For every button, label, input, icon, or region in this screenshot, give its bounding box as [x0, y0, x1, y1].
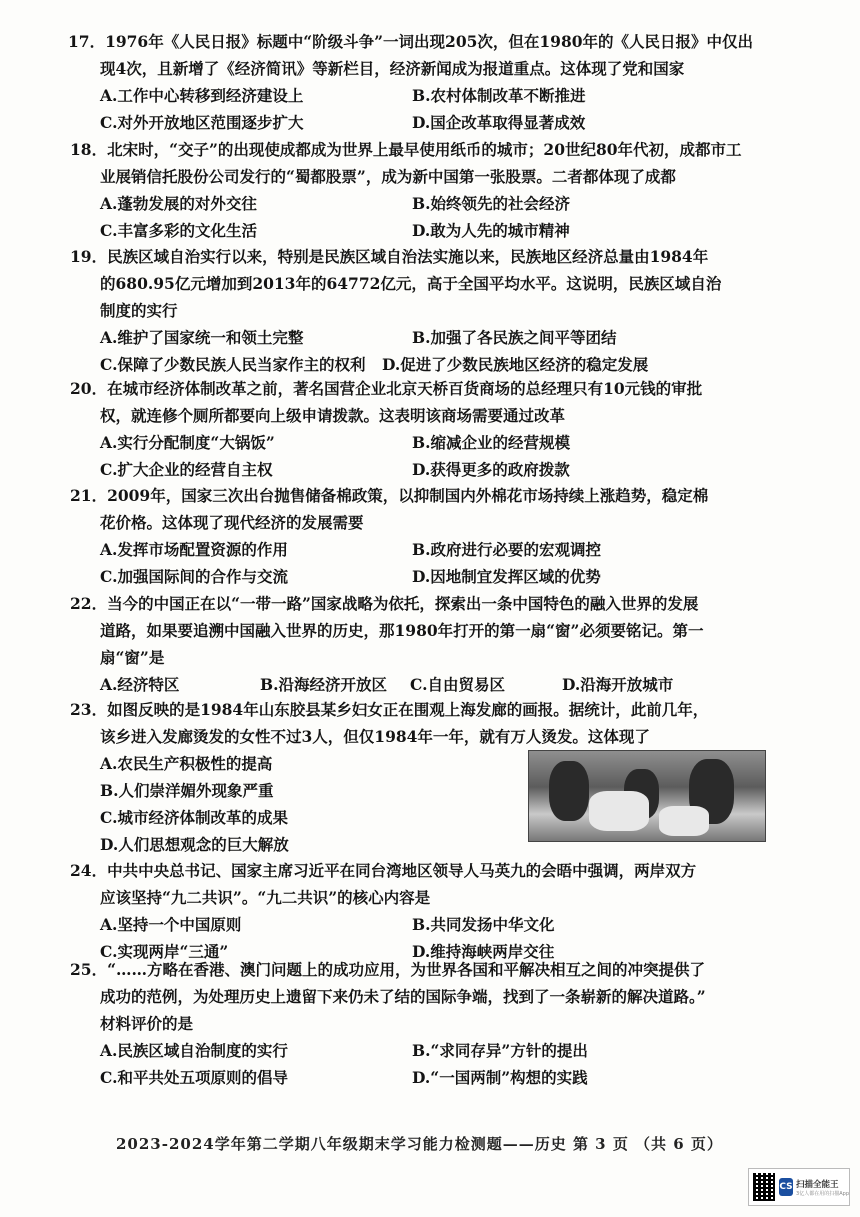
option-d[interactable]: D.人们思想观念的巨大解放	[100, 835, 289, 854]
option-a[interactable]: A.坚持一个中国原则	[100, 915, 242, 934]
question-text-line: 24．中共中央总书记、国家主席习近平在同台湾地区领导人马英九的会晤中强调，两岸双方	[70, 861, 697, 880]
options	[70, 536, 770, 590]
option-d[interactable]: D.促进了少数民族地区经济的稳定发展	[382, 355, 649, 374]
page-footer: 2023-2024学年第二学期八年级期末学习能力检测题——历史 第 3 页 （共 6 页）	[116, 1135, 723, 1153]
option-c[interactable]: C.和平共处五项原则的倡导	[100, 1068, 288, 1087]
option-d[interactable]: D.敢为人先的城市精神	[412, 221, 570, 240]
option-b[interactable]: B.沿海经济开放区	[260, 675, 387, 694]
options	[70, 1037, 770, 1091]
options	[70, 324, 770, 378]
option-b[interactable]: B.共同发扬中华文化	[412, 915, 555, 934]
question-text-line: 材料评价的是	[100, 1014, 194, 1033]
option-a[interactable]: A.民族区域自治制度的实行	[100, 1041, 288, 1060]
qr-code-icon	[753, 1173, 775, 1201]
question-text-line: 17．1976年《人民日报》标题中“阶级斗争”一词出现205次，但在1980年的《人民日报》中仅出	[68, 32, 754, 51]
hair-salon-magazine-photo	[528, 750, 766, 842]
option-b[interactable]: B.始终领先的社会经济	[412, 194, 570, 213]
question-text-line: 23．如图反映的是1984年山东胶县某乡妇女正在围观上海发廊的画报。据统计，此前几年，	[70, 700, 709, 719]
option-b[interactable]: B.政府进行必要的宏观调控	[412, 540, 601, 559]
question-18	[70, 136, 770, 244]
option-c[interactable]: C.对外开放地区范围逐步扩大	[100, 113, 304, 132]
scanner-watermark	[748, 1168, 850, 1206]
question-text-line: 该乡进入发廊烫发的女性不过3人，但仅1984年一年，就有万人烫发。这体现了	[100, 727, 650, 746]
option-d[interactable]: D.获得更多的政府拨款	[412, 460, 570, 479]
option-d[interactable]: D.“一国两制”构想的实践	[412, 1068, 588, 1087]
option-b[interactable]: B.农村体制改革不断推进	[412, 86, 586, 105]
option-c[interactable]: C.保障了少数民族人民当家作主的权利	[100, 355, 366, 374]
option-a[interactable]: A.经济特区	[100, 675, 180, 694]
question-text-line: 权，就连修个厕所都要向上级申请拨款。这表明该商场需要通过改革	[100, 406, 566, 425]
options	[70, 82, 770, 136]
question-text-line: 22．当今的中国正在以“一带一路”国家战略为依托，探索出一条中国特色的融入世界的发展	[70, 594, 699, 613]
option-a[interactable]: A.农民生产积极性的提高	[100, 754, 273, 773]
question-text-line: 业展销信托股份公司发行的“蜀都股票”，成为新中国第一张股票。二者都体现了成都	[100, 167, 676, 186]
option-c[interactable]: C.丰富多彩的文化生活	[100, 221, 257, 240]
question-text-line: 25．“……方略在香港、澳门问题上的成功应用，为世界各国和平解决相互之间的冲突提供了	[70, 960, 705, 979]
option-c[interactable]: C.城市经济体制改革的成果	[100, 808, 288, 827]
options	[70, 671, 770, 698]
option-d[interactable]: D.维持海峡两岸交往	[412, 942, 555, 961]
cs-logo-icon: CS	[779, 1178, 793, 1196]
question-text-line: 18．北宋时，“交子”的出现使成都成为世界上最早使用纸币的城市；20世纪80年代初，成都市工	[70, 140, 742, 159]
option-b[interactable]: B.“求同存异”方针的提出	[412, 1041, 588, 1060]
question-text-line: 应该坚持“九二共识”。“九二共识”的核心内容是	[100, 888, 431, 907]
option-c[interactable]: C.扩大企业的经营自主权	[100, 460, 273, 479]
option-c[interactable]: C.实现两岸“三通”	[100, 942, 229, 961]
question-21	[70, 482, 770, 590]
option-a[interactable]: A.实行分配制度“大锅饭”	[100, 433, 275, 452]
question-24	[70, 857, 770, 965]
option-d[interactable]: D.沿海开放城市	[562, 675, 674, 694]
option-a[interactable]: A.发挥市场配置资源的作用	[100, 540, 288, 559]
question-25	[70, 956, 770, 1091]
question-22	[70, 590, 770, 698]
question-text-line: 20．在城市经济体制改革之前，著名国营企业北京天桥百货商场的总经理只有10元钱的审批	[70, 379, 703, 398]
question-text-line: 制度的实行	[100, 301, 178, 320]
question-text-line: 21．2009年，国家三次出台抛售储备棉政策，以抑制国内外棉花市场持续上涨趋势，稳定棉	[70, 486, 709, 505]
question-text-line: 成功的范例，为处理历史上遗留下来仍未了结的国际争端，找到了一条崭新的解决道路。”	[100, 987, 706, 1006]
option-d[interactable]: D.国企改革取得显著成效	[412, 113, 586, 132]
question-text-line: 花价格。这体现了现代经济的发展需要	[100, 513, 364, 532]
option-b[interactable]: B.人们崇洋媚外现象严重	[100, 781, 274, 800]
question-text-line: 19．民族区域自治实行以来，特别是民族区域自治法实施以来，民族地区经济总量由1984年	[70, 247, 709, 266]
question-text-line: 道路，如果要追溯中国融入世界的历史，那1980年打开的第一扇“窗”必须要铭记。第一	[100, 621, 704, 640]
option-c[interactable]: C.加强国际间的合作与交流	[100, 567, 288, 586]
option-d[interactable]: D.因地制宜发挥区域的优势	[412, 567, 601, 586]
question-17	[70, 28, 770, 136]
question-19	[70, 243, 770, 378]
option-a[interactable]: A.蓬勃发展的对外交往	[100, 194, 257, 213]
option-c[interactable]: C.自由贸易区	[410, 675, 505, 694]
question-text-line: 的680.95亿元增加到2013年的64772亿元，高于全国平均水平。这说明，民族区域自治	[100, 274, 722, 293]
question-text-line: 扇“窗”是	[100, 648, 165, 667]
options	[70, 190, 770, 244]
options	[70, 429, 770, 483]
option-b[interactable]: B.缩减企业的经营规模	[412, 433, 570, 452]
option-b[interactable]: B.加强了各民族之间平等团结	[412, 328, 617, 347]
scanner-tagline: 3亿人都在用的扫描App	[796, 1190, 849, 1197]
question-20	[70, 375, 770, 483]
question-text-line: 现4次，且新增了《经济简讯》等新栏目，经济新闻成为报道重点。这体现了党和国家	[100, 59, 685, 78]
scanner-name: 扫描全能王	[796, 1179, 839, 1190]
option-a[interactable]: A.维护了国家统一和领土完整	[100, 328, 304, 347]
option-a[interactable]: A.工作中心转移到经济建设上	[100, 86, 304, 105]
